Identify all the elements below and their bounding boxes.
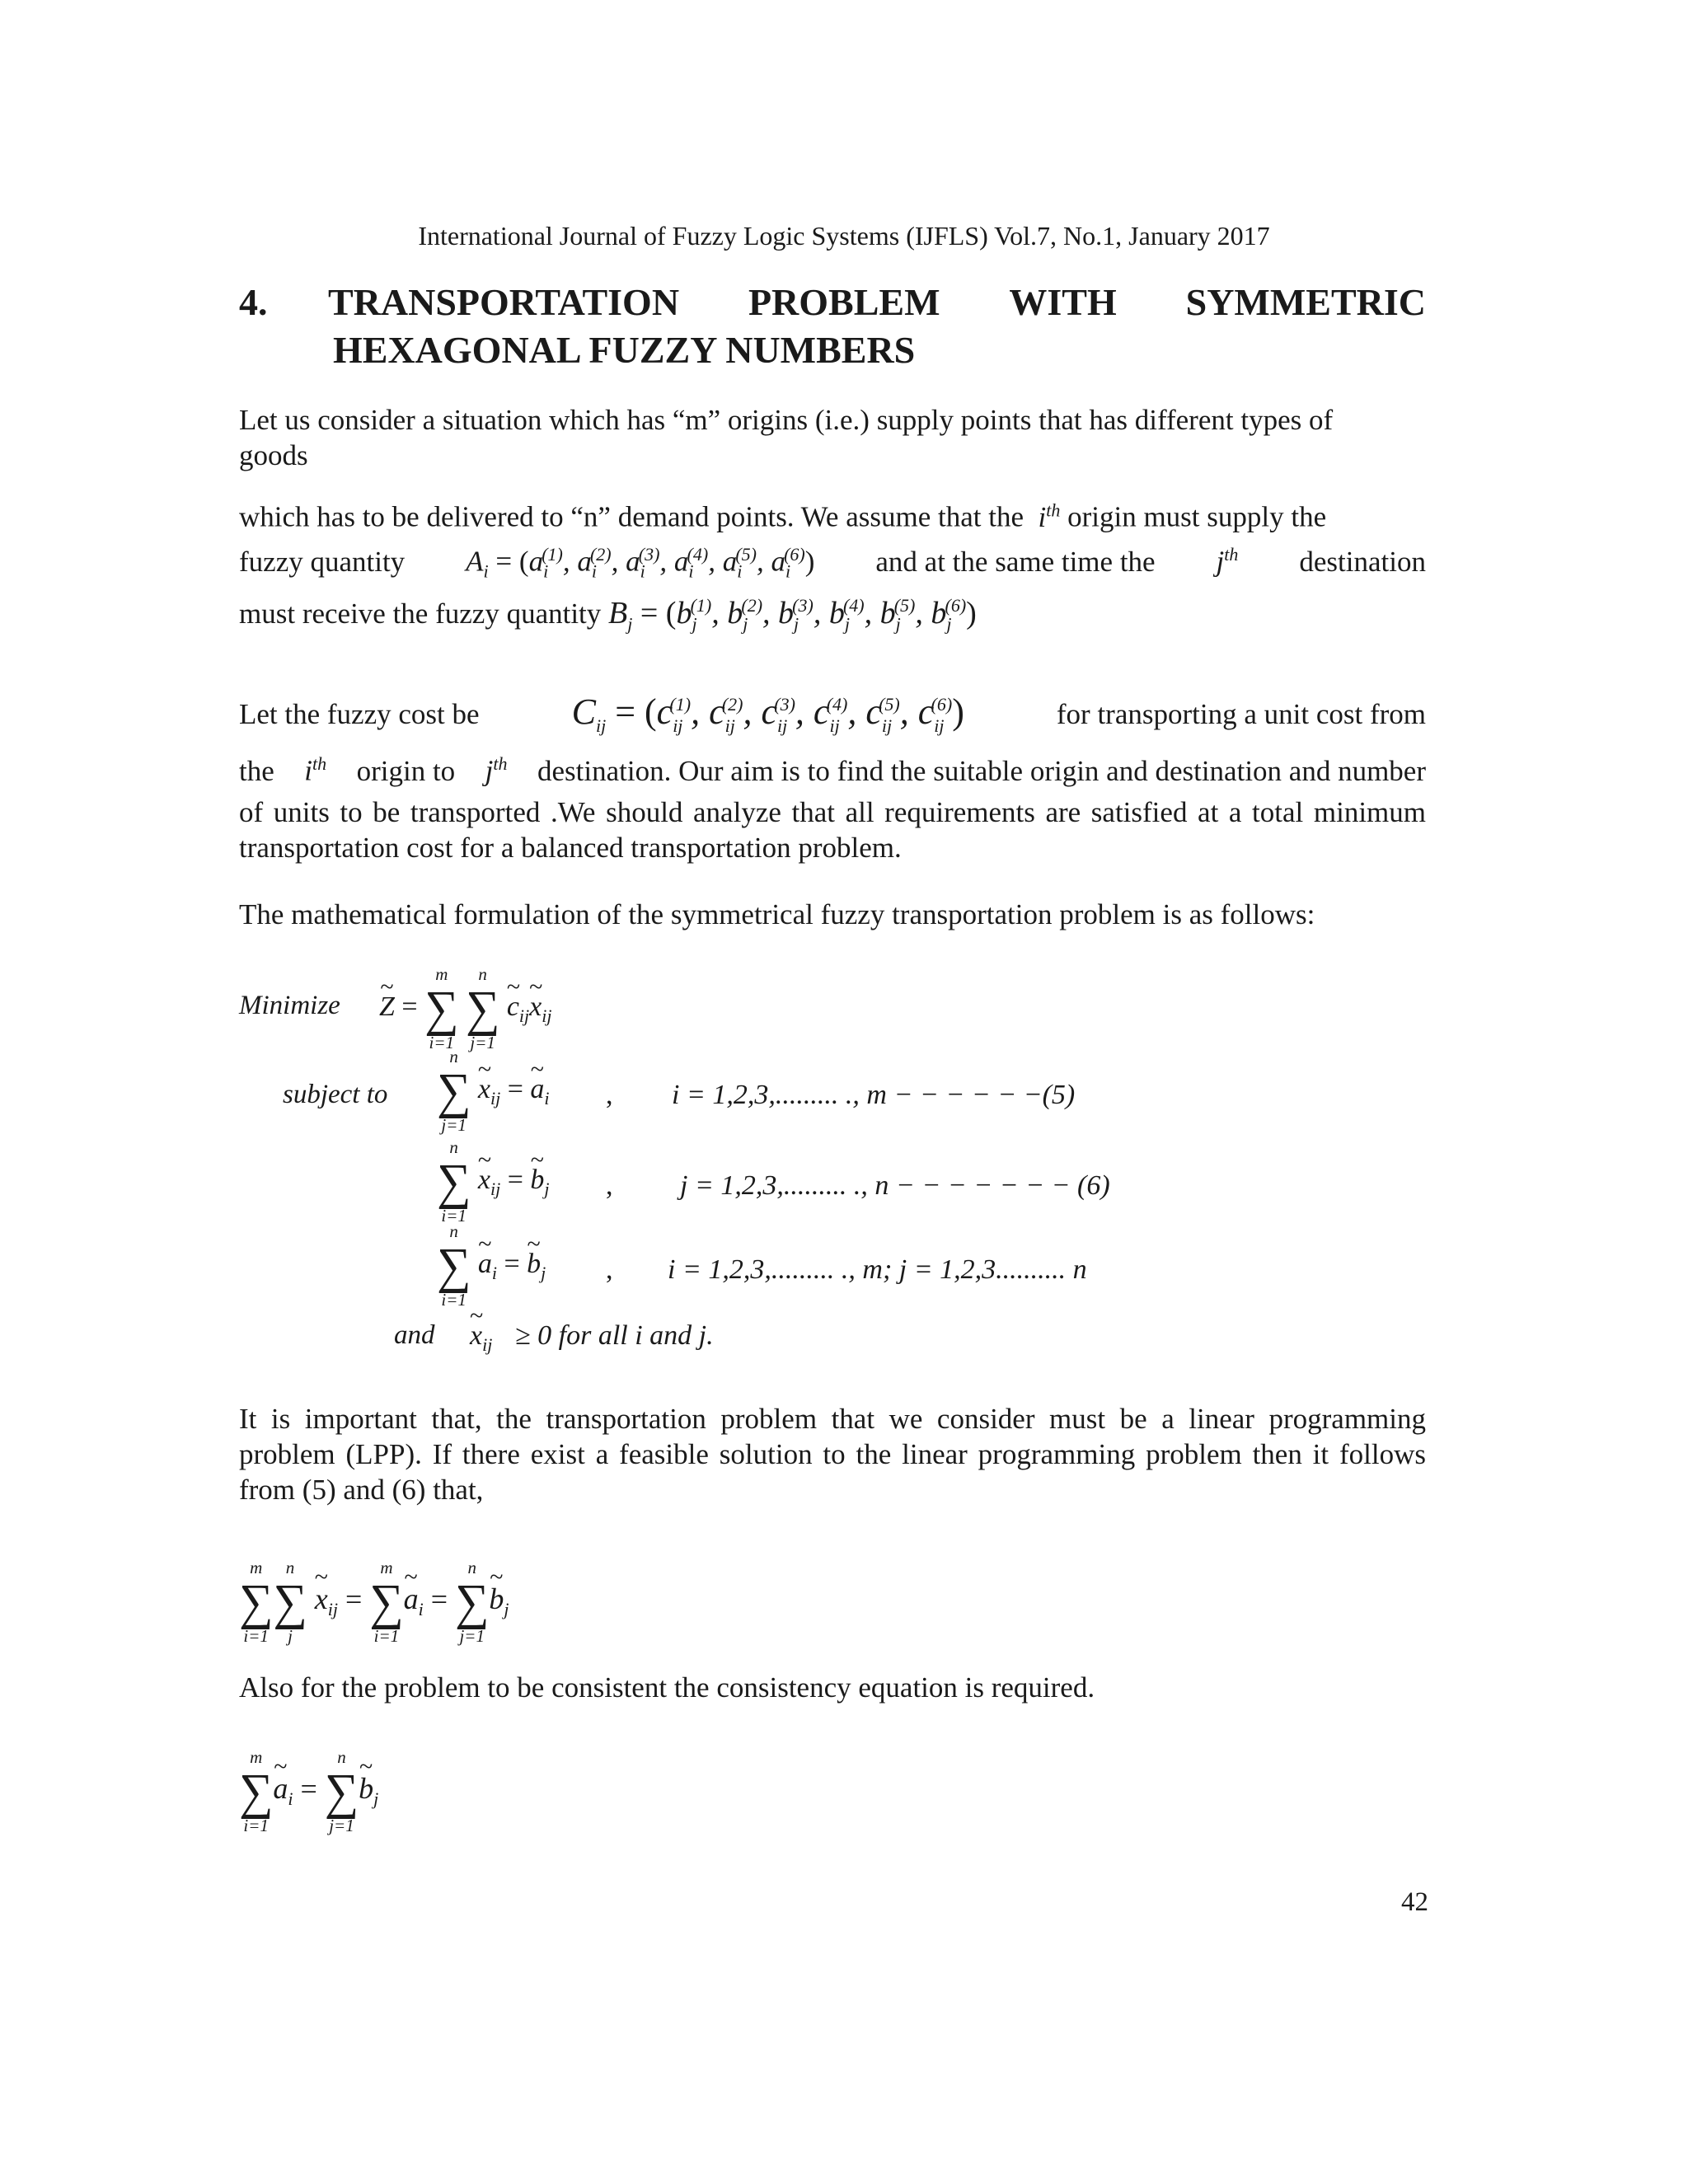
balance-range: i = 1,2,3,......... ., m; j = 1,2,3.......... n: [668, 1254, 1087, 1285]
title-word: WITH: [1009, 281, 1117, 323]
p2-text: must receive the fuzzy quantity: [239, 598, 602, 630]
p3-line1: [239, 691, 1426, 737]
p3-line2: [239, 753, 1426, 788]
objective-function: ~ Z = m ∑ i=1 n ∑ j=1 ~ $c_{ij}\sim$ $x_{ij}$: [379, 964, 551, 1053]
title-word: PROBLEM: [748, 281, 940, 323]
section-title-line1: [328, 280, 1426, 324]
nonneg-var: ~ $x_{ij}$: [470, 1320, 492, 1356]
and-label: and: [394, 1320, 435, 1350]
math-j-th: $j^{th}$: [485, 753, 508, 787]
comma: ,: [606, 1170, 613, 1201]
p2-text: fuzzy quantity: [239, 545, 406, 578]
section-number: 4.: [239, 281, 268, 323]
p2-text: origin must supply the: [1067, 500, 1327, 533]
math-C-ij: $C_{ij} = (c_{ij}^{(1)}$, $c_{ij}^{(2)}$, $c_{ij}^{(3)}$, $c_{ij}^{(4)}$, $c_{ij}^{(5)}$, $c_{ij}^{(6)}$): [571, 691, 964, 736]
subject-to-label: subject to: [283, 1080, 388, 1109]
p2-text: and at the same time the: [875, 545, 1156, 578]
math-B-j: $B_j = (b_j^{(1)}$, $b_j^{(2)}$, $b_j^{(3)}$, $b_j^{(4)}$, $b_j^{(5)}$, $b_j^{(6)}$): [608, 595, 977, 635]
demand-range: j = 1,2,3,......... ., n − − − − − − − (6): [680, 1170, 1110, 1201]
comma: ,: [606, 1080, 613, 1110]
section-title-line2: HEXAGONAL FUZZY NUMBERS: [333, 329, 916, 371]
consistency-equation: m ∑ i=1 ~ $a_i$ = n ∑ j=1 ~ $b_j$: [239, 1747, 378, 1836]
math-A-i: $A_i = (a_i^{(1)}$, $a_i^{(2)}$, $a_i^{(3)}$, $a_i^{(4)}$, $a_i^{(5)}$, $a_i^{(6)}$): [466, 544, 815, 582]
nonneg-condition: ≥ 0 for all i and j.: [515, 1320, 714, 1351]
p2-line2: [239, 544, 1426, 583]
page-number: 42: [1401, 1887, 1428, 1917]
math-Z: ~ Z: [379, 991, 395, 1023]
p1-line2: goods: [239, 439, 308, 471]
demand-constraint: n ∑ i=1 ~ $x_{ij}$ = ~ $b_j$: [437, 1137, 550, 1226]
total-balance-equation: m ∑ i=1 n ∑ j ~ $x_{ij}$ = m ∑ i=1 ~ $a_i$ = n ∑ j=1 ~ $b_j$: [239, 1558, 509, 1647]
p3-text: origin to: [356, 754, 456, 787]
p1-line1: Let us consider a situation which has “m” origins (i.e.) supply points that has different types of: [239, 404, 1334, 436]
math-j-th: $j^{th}$: [1216, 544, 1239, 578]
math-i-th: $i^{th}$: [1030, 499, 1061, 533]
running-header: International Journal of Fuzzy Logic Systems (IJFLS) Vol.7, No.1, January 2017: [418, 221, 1270, 251]
p2-text: destination: [1299, 545, 1426, 578]
title-word: TRANSPORTATION: [328, 281, 680, 323]
minimize-label: Minimize: [239, 991, 340, 1020]
supply-constraint: n ∑ j=1 ~ $x_{ij}$ = ~ $a_i$: [437, 1047, 550, 1136]
p2-text: which has to be delivered to “n” demand points. We assume that the: [239, 500, 1024, 533]
title-word: SYMMETRIC: [1185, 281, 1426, 323]
p3-text: Let the fuzzy cost be: [239, 698, 480, 730]
p3-text: for transporting a unit cost from: [1056, 698, 1426, 730]
p3-rest: of units to be transported .We should analyze that all requirements are satisfied at a total minimum transportation cost for a balanced transportation problem.: [239, 796, 1426, 864]
p2-line3: [239, 595, 1426, 635]
p3-text: destination. Our aim is to find the suitable origin and destination and number: [537, 754, 1426, 787]
math-i-th: $i^{th}$: [304, 753, 327, 787]
p6: Also for the problem to be consistent the consistency equation is required.: [239, 1671, 1095, 1704]
comma: ,: [606, 1254, 613, 1285]
p3-text: the: [239, 754, 274, 787]
balance-constraint: n ∑ i=1 ~ $a_i$ = ~ $b_j$: [437, 1221, 546, 1310]
p5: It is important that, the transportation problem that we consider must be a linear programming problem (LPP). If there exist a feasible solution to the linear programming problem then it follows from (5) and (6) that,: [239, 1403, 1426, 1506]
p4: The mathematical formulation of the symmetrical fuzzy transportation problem is as follows:: [239, 898, 1315, 930]
supply-range: i = 1,2,3,......... ., m − − − − − −(5): [672, 1080, 1076, 1110]
p2-line1: [239, 499, 1426, 534]
